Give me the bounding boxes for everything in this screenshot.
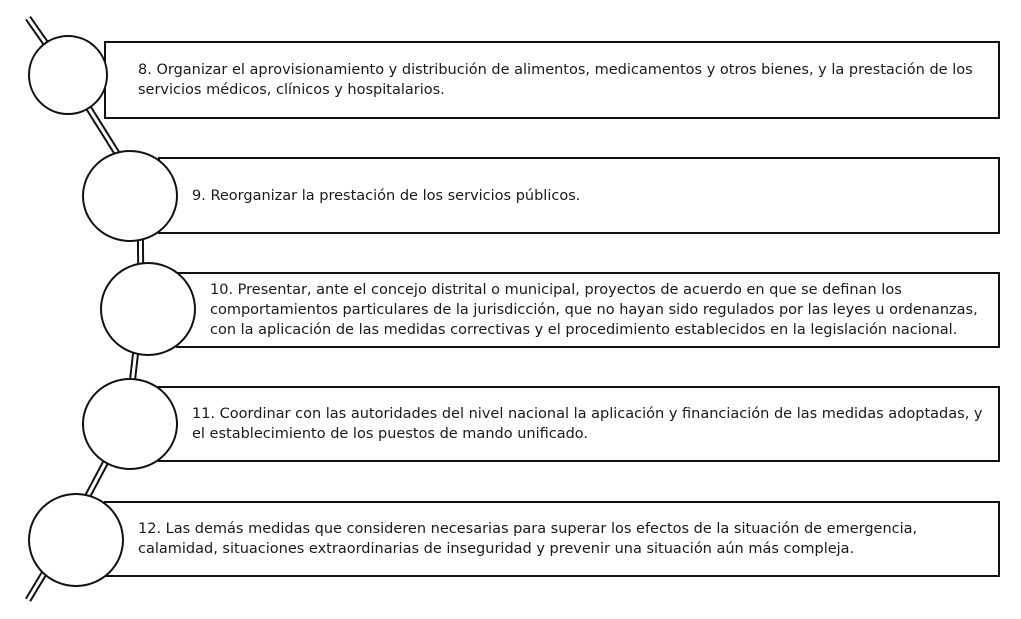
step-circle-10 <box>100 262 196 356</box>
step-text-11: 11. Coordinar con las autoridades del nivel nacional la aplicación y financiación de las medidas adoptadas, y el establecimiento de los puestos de mando unificado. <box>192 406 983 442</box>
step-text-10: 10. Presentar, ante el concejo distrital o municipal, proyectos de acuerdo en que se definan los comportamientos particulares de la jurisdicción, que no hayan sido regulados por las leyes u ordenanzas, con la aplicación de las medidas correctivas y el procedimiento establecidos en la legislación nacional. <box>210 282 978 338</box>
step-box-12 <box>104 501 1000 577</box>
step-box-8 <box>104 41 1000 119</box>
step-circle-8 <box>28 35 108 115</box>
step-box-10 <box>176 272 1000 348</box>
step-text-8: 8. Organizar el aprovisionamiento y distribución de alimentos, medicamentos y otros bienes, y la prestación de los servicios médicos, clínicos y hospitalarios. <box>138 62 973 98</box>
step-circle-11 <box>82 378 178 470</box>
step-box-9 <box>158 157 1000 234</box>
step-box-11 <box>158 386 1000 462</box>
step-text-9: 9. Reorganizar la prestación de los servicios públicos. <box>192 187 581 204</box>
step-circle-9 <box>82 150 178 242</box>
step-circle-12 <box>28 493 124 587</box>
step-text-12: 12. Las demás medidas que consideren necesarias para superar los efectos de la situación de emergencia, calamidad, situaciones extraordinarias de inseguridad y prevenir una situación aún más compleja. <box>138 521 918 557</box>
